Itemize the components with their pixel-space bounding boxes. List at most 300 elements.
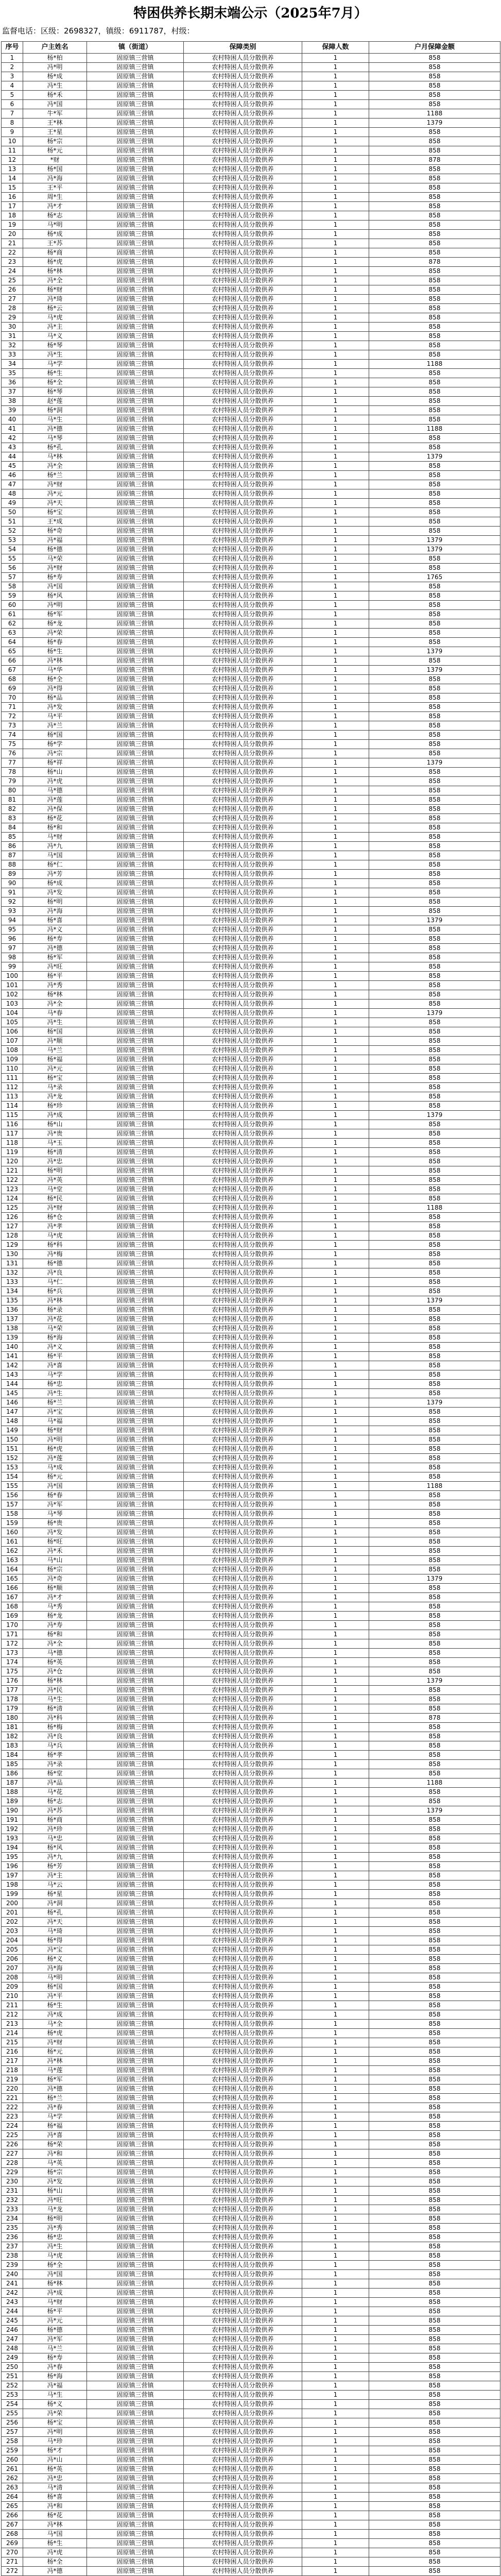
cell-amount: 858: [369, 2047, 500, 2057]
cell-amount: 858: [369, 619, 500, 629]
table-row: [2, 1955, 500, 1964]
cell-name: 冯*旺: [23, 962, 87, 972]
table-row: [2, 2557, 500, 2567]
cell-town: 固原镇三营镇: [87, 2455, 184, 2465]
table-row: [2, 1009, 500, 1018]
cell-index: 30: [2, 323, 23, 332]
cell-amount: 858: [369, 499, 500, 508]
cell-index: 57: [2, 573, 23, 582]
table-row: [2, 1519, 500, 1528]
cell-people: 1: [302, 1037, 369, 1046]
cell-index: 183: [2, 1741, 23, 1751]
table-row: [2, 221, 500, 230]
cell-name: 冯*成: [23, 1111, 87, 1120]
cell-category: 农村特困人员分散供养: [184, 480, 302, 489]
table-row: [2, 1482, 500, 1491]
cell-name: 冯*贵: [23, 1129, 87, 1139]
cell-town: 固原镇三营镇: [87, 230, 184, 239]
cell-amount: 858: [369, 2066, 500, 2075]
cell-people: 1: [302, 118, 369, 128]
cell-town: 固原镇三营镇: [87, 1463, 184, 1472]
cell-index: 266: [2, 2511, 23, 2520]
table-row: [2, 1574, 500, 1584]
cell-index: 246: [2, 2326, 23, 2335]
cell-category: 农村特困人员分散供养: [184, 258, 302, 267]
cell-people: 1: [302, 768, 369, 777]
cell-category: 农村特困人员分散供养: [184, 1964, 302, 1973]
cell-index: 226: [2, 2140, 23, 2149]
cell-index: 220: [2, 2084, 23, 2094]
cell-people: 1: [302, 972, 369, 981]
cell-amount: 858: [369, 2344, 500, 2353]
cell-category: 农村特困人员分散供养: [184, 304, 302, 313]
table-row: [2, 601, 500, 610]
cell-category: 农村特困人员分散供养: [184, 1649, 302, 1658]
cell-index: 8: [2, 118, 23, 128]
cell-people: 1: [302, 1018, 369, 1027]
cell-people: 1: [302, 1658, 369, 1667]
cell-amount: 858: [369, 91, 500, 100]
cell-category: 农村特困人员分散供养: [184, 758, 302, 768]
cell-amount: 858: [369, 1268, 500, 1278]
table-row: [2, 2159, 500, 2168]
cell-index: 161: [2, 1537, 23, 1547]
cell-amount: 858: [369, 1166, 500, 1176]
cell-category: 农村特困人员分散供养: [184, 2428, 302, 2437]
cell-people: 1: [302, 907, 369, 916]
cell-index: 194: [2, 1843, 23, 1853]
table-row: [2, 1185, 500, 1194]
cell-people: 1: [302, 406, 369, 415]
table-row: [2, 54, 500, 63]
table-row: [2, 1973, 500, 1982]
cell-name: 冯*海: [23, 174, 87, 183]
cell-name: 杨*喜: [23, 2493, 87, 2502]
cell-people: 1: [302, 1064, 369, 1074]
cell-name: 马*虎: [23, 1231, 87, 1241]
cell-town: 固原镇三营镇: [87, 508, 184, 517]
cell-town: 固原镇三营镇: [87, 221, 184, 230]
cell-index: 108: [2, 1046, 23, 1055]
cell-category: 农村特困人员分散供养: [184, 2353, 302, 2363]
cell-index: 25: [2, 276, 23, 285]
cell-town: 固原镇三营镇: [87, 1083, 184, 1092]
cell-amount: 858: [369, 1797, 500, 1806]
cell-amount: 858: [369, 81, 500, 91]
table-row: [2, 573, 500, 582]
cell-index: 258: [2, 2437, 23, 2446]
cell-index: 125: [2, 1204, 23, 1213]
cell-town: 固原镇三营镇: [87, 1788, 184, 1797]
cell-town: 固原镇三营镇: [87, 1686, 184, 1695]
table-row: [2, 313, 500, 323]
table-row: [2, 1806, 500, 1816]
cell-name: 冯*发: [23, 2177, 87, 2187]
cell-amount: 858: [369, 990, 500, 999]
cell-people: 1: [302, 1074, 369, 1083]
table-row: [2, 425, 500, 434]
table-row: [2, 768, 500, 777]
cell-town: 固原镇三营镇: [87, 341, 184, 350]
cell-town: 固原镇三营镇: [87, 2335, 184, 2344]
cell-people: 1: [302, 2372, 369, 2381]
table-row: [2, 2474, 500, 2483]
table-row: [2, 2316, 500, 2326]
cell-town: 固原镇三营镇: [87, 786, 184, 795]
cell-amount: 858: [369, 1092, 500, 1101]
cell-amount: 858: [369, 323, 500, 332]
cell-category: 农村特困人员分散供养: [184, 1519, 302, 1528]
cell-index: 199: [2, 1890, 23, 1899]
cell-people: 1: [302, 2455, 369, 2465]
cell-amount: 858: [369, 1259, 500, 1268]
cell-town: 固原镇三营镇: [87, 1676, 184, 1686]
table-row: [2, 1639, 500, 1649]
cell-category: 农村特困人员分散供养: [184, 2084, 302, 2094]
cell-index: 72: [2, 712, 23, 721]
cell-people: 1: [302, 1760, 369, 1769]
cell-index: 13: [2, 165, 23, 174]
cell-people: 1: [302, 2437, 369, 2446]
cell-people: 1: [302, 582, 369, 591]
cell-name: 杨*国: [23, 1982, 87, 1992]
cell-category: 农村特困人员分散供养: [184, 1510, 302, 1519]
table-header: [2, 42, 500, 54]
cell-town: 固原镇三营镇: [87, 1445, 184, 1454]
cell-town: 固原镇三营镇: [87, 2474, 184, 2483]
cell-amount: 858: [369, 675, 500, 684]
table-row: [2, 2131, 500, 2140]
cell-amount: 858: [369, 638, 500, 647]
cell-amount: 858: [369, 2251, 500, 2261]
cell-amount: 858: [369, 2567, 500, 2576]
cell-name: 杨*德: [23, 2326, 87, 2335]
cell-people: 1: [302, 1927, 369, 1936]
cell-town: 固原镇三营镇: [87, 814, 184, 823]
cell-name: 马*福: [23, 1417, 87, 1426]
cell-index: 257: [2, 2428, 23, 2437]
cell-name: 冯*财: [23, 1204, 87, 1213]
cell-category: 农村特困人员分散供养: [184, 527, 302, 536]
cell-index: 90: [2, 879, 23, 888]
cell-name: 杨*全: [23, 675, 87, 684]
cell-name: 杨*云: [23, 304, 87, 313]
cell-people: 1: [302, 81, 369, 91]
cell-town: 固原镇三营镇: [87, 1797, 184, 1806]
cell-index: 151: [2, 1445, 23, 1454]
table-row: [2, 944, 500, 953]
cell-name: 冯*宗: [23, 749, 87, 758]
cell-town: 固原镇三营镇: [87, 2010, 184, 2020]
cell-category: 农村特困人员分散供养: [184, 1528, 302, 1537]
cell-category: 农村特困人员分散供养: [184, 1491, 302, 1500]
cell-index: 230: [2, 2177, 23, 2187]
cell-town: 固原镇三营镇: [87, 1454, 184, 1463]
cell-category: 农村特困人员分散供养: [184, 267, 302, 276]
cell-name: 马*虎: [23, 313, 87, 323]
cell-name: 冯*平: [23, 1992, 87, 2001]
cell-amount: 858: [369, 2289, 500, 2298]
cell-people: 1: [302, 2483, 369, 2493]
cell-name: 杨*春: [23, 638, 87, 647]
cell-town: 固原镇三营镇: [87, 860, 184, 870]
cell-amount: 858: [369, 2279, 500, 2289]
cell-index: 233: [2, 2205, 23, 2214]
cell-people: 1: [302, 1027, 369, 1037]
cell-category: 农村特困人员分散供养: [184, 675, 302, 684]
cell-amount: 858: [369, 1361, 500, 1370]
cell-index: 17: [2, 202, 23, 211]
cell-amount: 858: [369, 1769, 500, 1778]
cell-category: 农村特困人员分散供养: [184, 1778, 302, 1788]
cell-category: 农村特困人员分散供养: [184, 2363, 302, 2372]
table-row: [2, 239, 500, 248]
cell-people: 1: [302, 1825, 369, 1834]
cell-index: 21: [2, 239, 23, 248]
cell-category: 农村特困人员分散供养: [184, 2029, 302, 2038]
cell-name: 杨*仓: [23, 1213, 87, 1222]
cell-town: 固原镇三营镇: [87, 758, 184, 768]
cell-category: 农村特困人员分散供养: [184, 2381, 302, 2391]
table-row: [2, 2428, 500, 2437]
cell-category: 农村特困人员分散供养: [184, 2261, 302, 2270]
cell-name: 马*学: [23, 360, 87, 369]
cell-town: 固原镇三营镇: [87, 1398, 184, 1408]
cell-town: 固原镇三营镇: [87, 323, 184, 332]
cell-category: 农村特困人员分散供养: [184, 165, 302, 174]
cell-name: 马*云: [23, 1880, 87, 1890]
cell-amount: 858: [369, 925, 500, 935]
cell-people: 1: [302, 1296, 369, 1306]
cell-people: 1: [302, 183, 369, 193]
cell-town: 固原镇三营镇: [87, 81, 184, 91]
cell-people: 1: [302, 165, 369, 174]
table-row: [2, 916, 500, 925]
cell-people: 1: [302, 1853, 369, 1862]
table-row: [2, 1380, 500, 1389]
cell-people: 1: [302, 2159, 369, 2168]
table-row: [2, 758, 500, 768]
cell-name: 杨*虎: [23, 1445, 87, 1454]
cell-category: 农村特困人员分散供养: [184, 202, 302, 211]
cell-people: 1: [302, 248, 369, 258]
cell-amount: 858: [369, 1537, 500, 1547]
cell-index: 207: [2, 1964, 23, 1973]
cell-category: 农村特困人员分散供养: [184, 1788, 302, 1797]
cell-amount: 858: [369, 1751, 500, 1760]
table-row: [2, 1333, 500, 1343]
cell-name: 冯*林: [23, 2520, 87, 2530]
table-row: [2, 2353, 500, 2363]
cell-town: 固原镇三营镇: [87, 777, 184, 786]
table-row: [2, 1287, 500, 1296]
cell-people: 1: [302, 221, 369, 230]
cell-name: 马*国: [23, 2530, 87, 2539]
cell-name: 冯*主: [23, 323, 87, 332]
table-row: [2, 146, 500, 156]
cell-amount: 858: [369, 2131, 500, 2140]
cell-name: 冯*良: [23, 1268, 87, 1278]
cell-category: 农村特困人员分散供养: [184, 1259, 302, 1268]
cell-amount: 858: [369, 1037, 500, 1046]
cell-town: 固原镇三营镇: [87, 935, 184, 944]
cell-amount: 858: [369, 1732, 500, 1741]
cell-category: 农村特困人员分散供养: [184, 2455, 302, 2465]
table-row: [2, 953, 500, 962]
cell-town: 固原镇三营镇: [87, 1778, 184, 1788]
table-row: [2, 2205, 500, 2214]
cell-amount: 858: [369, 1018, 500, 1027]
cell-name: 冯*生: [23, 81, 87, 91]
cell-people: 1: [302, 360, 369, 369]
cell-category: 农村特困人员分散供养: [184, 814, 302, 823]
cell-town: 固原镇三营镇: [87, 582, 184, 591]
cell-category: 农村特困人员分散供养: [184, 406, 302, 415]
cell-town: 固原镇三营镇: [87, 1871, 184, 1880]
cell-name: 杨*寿: [23, 573, 87, 582]
cell-amount: 858: [369, 1185, 500, 1194]
cell-index: 158: [2, 1510, 23, 1519]
table-row: [2, 1982, 500, 1992]
cell-people: 1: [302, 54, 369, 63]
cell-name: 冯*全: [23, 462, 87, 471]
cell-index: 42: [2, 434, 23, 443]
table-row: [2, 1880, 500, 1890]
cell-name: 杨*英: [23, 2465, 87, 2474]
cell-people: 1: [302, 1945, 369, 1955]
cell-people: 1: [302, 527, 369, 536]
table-row: [2, 118, 500, 128]
cell-index: 49: [2, 499, 23, 508]
table-row: [2, 545, 500, 554]
cell-town: 固原镇三营镇: [87, 1426, 184, 1435]
cell-town: 固原镇三营镇: [87, 1658, 184, 1667]
table-row: [2, 1259, 500, 1268]
cell-people: 1: [302, 2168, 369, 2177]
table-row: [2, 879, 500, 888]
cell-name: 杨*福: [23, 1055, 87, 1064]
cell-index: 126: [2, 1213, 23, 1222]
table-row: [2, 248, 500, 258]
cell-amount: 858: [369, 304, 500, 313]
cell-name: 冯*海: [23, 907, 87, 916]
cell-name: 杨*志: [23, 211, 87, 221]
cell-town: 固原镇三营镇: [87, 2122, 184, 2131]
cell-amount: 858: [369, 443, 500, 452]
cell-name: 冯*宝: [23, 1945, 87, 1955]
table-row: [2, 1231, 500, 1241]
cell-index: 178: [2, 1695, 23, 1704]
cell-people: 1: [302, 63, 369, 72]
cell-index: 254: [2, 2400, 23, 2409]
table-row: [2, 1649, 500, 1658]
cell-people: 1: [302, 554, 369, 564]
cell-amount: 858: [369, 1500, 500, 1510]
cell-people: 1: [302, 2520, 369, 2530]
cell-index: 216: [2, 2047, 23, 2057]
table-row: [2, 564, 500, 573]
table-row: [2, 675, 500, 684]
cell-amount: 858: [369, 1816, 500, 1825]
cell-name: 杨*忠: [23, 2233, 87, 2242]
cell-index: 180: [2, 1714, 23, 1723]
cell-amount: 858: [369, 2511, 500, 2520]
cell-index: 97: [2, 944, 23, 953]
cell-town: 固原镇三营镇: [87, 1194, 184, 1204]
table-row: [2, 1352, 500, 1361]
cell-name: 杨*德: [23, 1259, 87, 1268]
cell-category: 农村特困人员分散供养: [184, 1046, 302, 1055]
cell-name: 杨*宝: [23, 508, 87, 517]
cell-name: 杨*平: [23, 972, 87, 981]
cell-name: 杨*国: [23, 165, 87, 174]
cell-amount: 858: [369, 480, 500, 489]
cell-category: 农村特困人员分散供养: [184, 2511, 302, 2520]
cell-people: 1: [302, 2140, 369, 2149]
cell-name: 杨*山: [23, 1120, 87, 1129]
cell-town: 固原镇三营镇: [87, 63, 184, 72]
cell-index: 201: [2, 1908, 23, 1918]
cell-index: 259: [2, 2446, 23, 2455]
cell-category: 农村特困人员分散供养: [184, 2530, 302, 2539]
table-row: [2, 174, 500, 183]
cell-amount: 858: [369, 1343, 500, 1352]
cell-index: 187: [2, 1778, 23, 1788]
cell-category: 农村特困人员分散供养: [184, 2205, 302, 2214]
table-row: [2, 795, 500, 805]
cell-name: 杨*全: [23, 2557, 87, 2567]
cell-index: 223: [2, 2112, 23, 2122]
cell-town: 固原镇三营镇: [87, 925, 184, 935]
cell-amount: 858: [369, 2168, 500, 2177]
cell-category: 农村特困人员分散供养: [184, 740, 302, 749]
cell-index: 105: [2, 1018, 23, 1027]
cell-amount: 858: [369, 1936, 500, 1945]
cell-town: 固原镇三营镇: [87, 1166, 184, 1176]
cell-town: 固原镇三营镇: [87, 2289, 184, 2298]
cell-people: 1: [302, 1834, 369, 1843]
cell-index: 99: [2, 962, 23, 972]
cell-town: 固原镇三营镇: [87, 276, 184, 285]
cell-town: 固原镇三营镇: [87, 629, 184, 638]
cell-name: 冯*明: [23, 601, 87, 610]
cell-category: 农村特困人员分散供养: [184, 684, 302, 693]
table-row: [2, 2233, 500, 2242]
cell-category: 农村特困人员分散供养: [184, 564, 302, 573]
cell-town: 固原镇三营镇: [87, 1593, 184, 1602]
table-row: [2, 2437, 500, 2446]
cell-people: 1: [302, 2289, 369, 2298]
cell-town: 固原镇三营镇: [87, 1908, 184, 1918]
cell-town: 固原镇三营镇: [87, 100, 184, 109]
cell-name: 冯*良: [23, 1732, 87, 1741]
cell-category: 农村特困人员分散供养: [184, 508, 302, 517]
cell-index: 152: [2, 1454, 23, 1463]
cell-people: 1: [302, 1009, 369, 1018]
table-row: [2, 2196, 500, 2205]
cell-category: 农村特困人员分散供养: [184, 2446, 302, 2455]
cell-category: 农村特困人员分散供养: [184, 415, 302, 425]
cell-amount: 858: [369, 1853, 500, 1862]
cell-town: 固原镇三营镇: [87, 1111, 184, 1120]
cell-index: 242: [2, 2289, 23, 2298]
cell-name: 冯*财: [23, 564, 87, 573]
cell-index: 120: [2, 1157, 23, 1166]
cell-amount: 1765: [369, 573, 500, 582]
cell-category: 农村特困人员分散供养: [184, 1009, 302, 1018]
cell-category: 农村特困人员分散供养: [184, 842, 302, 851]
cell-index: 75: [2, 740, 23, 749]
